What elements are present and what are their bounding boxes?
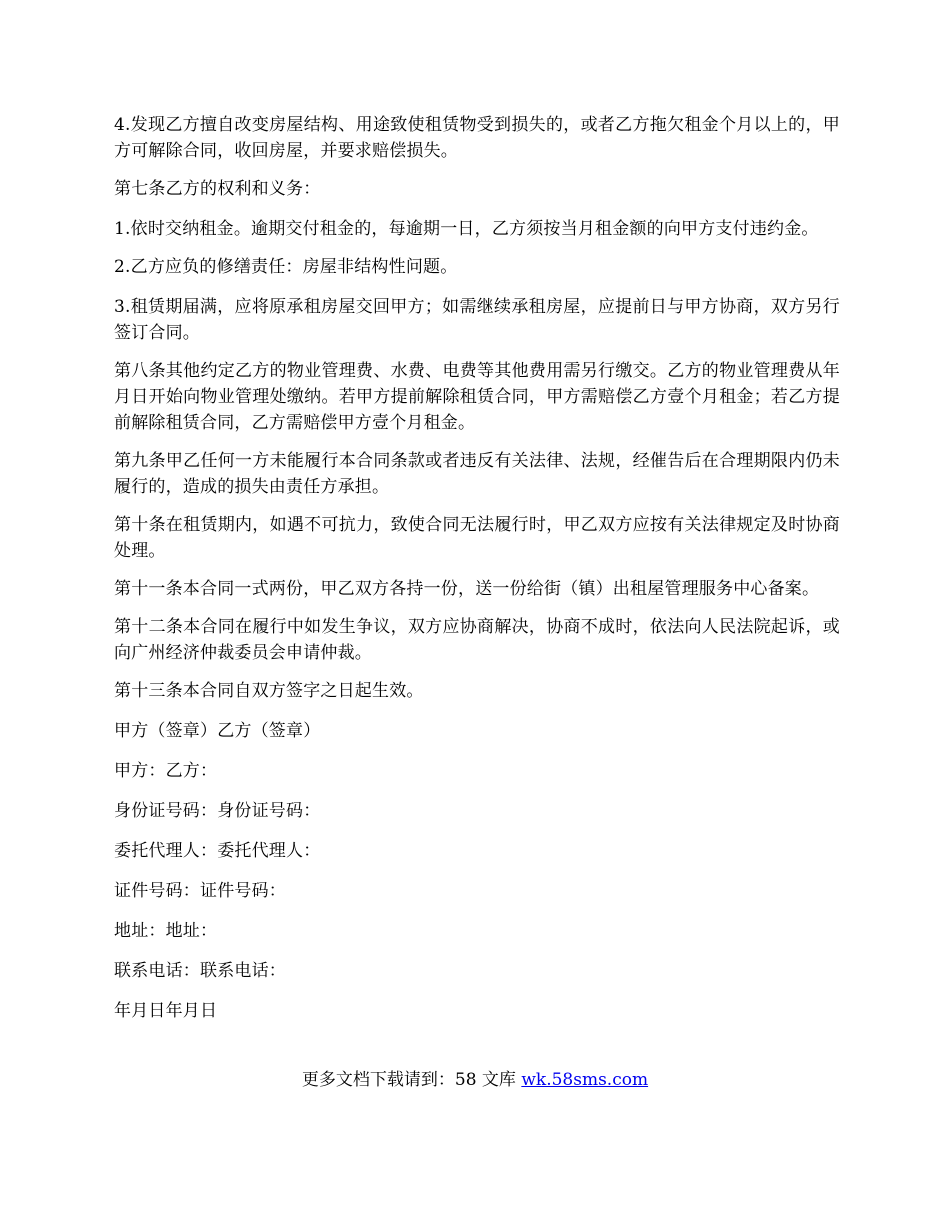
clause-1-rent-payment: 1.依时交纳租金。逾期交付租金的，每逾期一日，乙方须按当月租金额的向甲方支付违约金。: [114, 219, 819, 239]
clause-2-repairs: 2.乙方应负的修缮责任：房屋非结构性问题。: [114, 257, 458, 277]
download-footer: [0, 1068, 950, 1092]
article-13-effective: 第十三条本合同自双方签字之日起生效。: [114, 681, 424, 701]
signature-line: 甲方（签章）乙方（签章）: [114, 721, 321, 741]
footer-link[interactable]: wk.58sms.com: [521, 1070, 649, 1090]
article-9-breach: 第九条甲乙任何一方未能履行本合同条款或者违反有关法律、法规，经催告后在合理期限内仍未履行的，造成的损失由责任方承担。: [114, 451, 840, 497]
article-12-disputes: 第十二条本合同在履行中如发生争议，双方应协商解决，协商不成时，依法向人民法院起诉，或向广州经济仲裁委员会申请仲裁。: [114, 617, 840, 663]
article-7-heading: 第七条乙方的权利和义务：: [114, 179, 321, 199]
agent-line: 委托代理人：委托代理人：: [114, 841, 321, 861]
id-number-line: 身份证号码：身份证号码：: [114, 801, 321, 821]
footer-text: 更多文档下载请到：58 文库: [301, 1070, 522, 1090]
article-11-copies: 第十一条本合同一式两份，甲乙双方各持一份，送一份给街（镇）出租屋管理服务中心备案。: [114, 579, 820, 599]
article-8-other-terms: 第八条其他约定乙方的物业管理费、水费、电费等其他费用需另行缴交。乙方的物业管理费从年月日开始向物业管理处缴纳。若甲方提前解除租赁合同，甲方需赔偿乙方壹个月租金；若乙方提前解除租赁合同，乙方需赔偿甲方壹个月租金。: [114, 361, 840, 433]
clause-3-lease-expiry: 3.租赁期届满，应将原承租房屋交回甲方；如需继续承租房屋，应提前日与甲方协商，双方另行签订合同。: [114, 297, 840, 343]
date-line: 年月日年月日: [114, 1001, 218, 1021]
document-body: [114, 112, 840, 1038]
phone-line: 联系电话：联系电话：: [114, 961, 286, 981]
article-10-force-majeure: 第十条在租赁期内，如遇不可抗力，致使合同无法履行时，甲乙双方应按有关法律规定及时协商处理。: [114, 515, 840, 561]
certificate-number-line: 证件号码：证件号码：: [114, 881, 286, 901]
address-line: 地址：地址：: [114, 921, 218, 941]
clause-4-termination: 4.发现乙方擅自改变房屋结构、用途致使租赁物受到损失的，或者乙方拖欠租金个月以上的，甲方可解除合同，收回房屋，并要求赔偿损失。: [114, 115, 840, 161]
party-names-line: 甲方：乙方：: [114, 761, 218, 781]
